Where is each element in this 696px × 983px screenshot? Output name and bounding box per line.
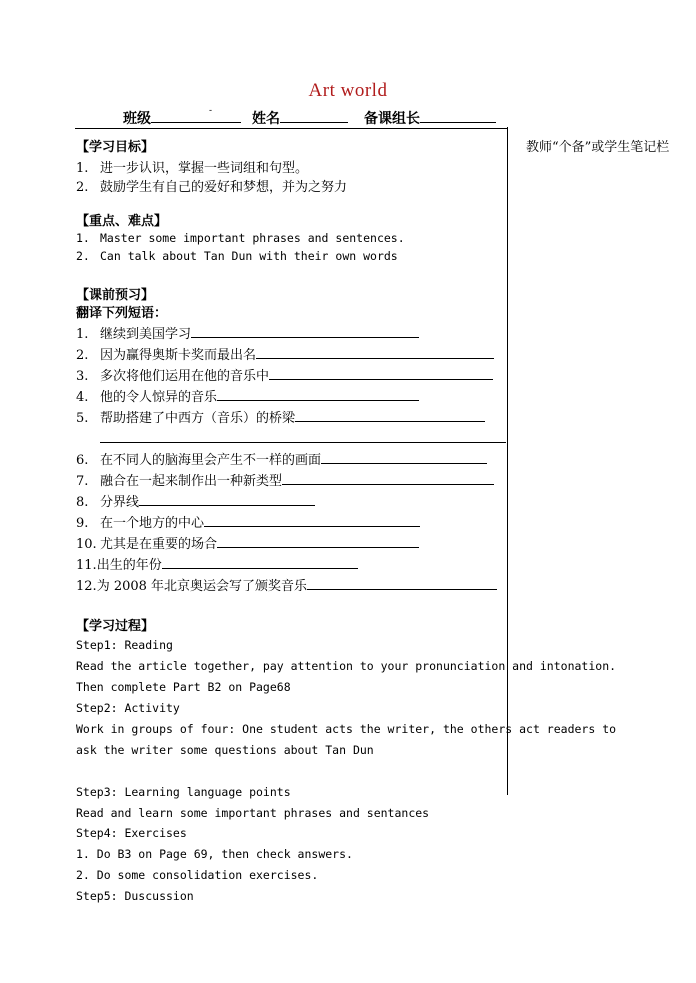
process-line: Then complete Part B2 on Page68: [76, 680, 291, 694]
process-line: Read the article together, pay attention to your pronunciation and intonation.: [76, 659, 617, 673]
process-line: Step2: Activity: [76, 701, 180, 715]
preview-subheading: 翻译下列短语：: [76, 306, 168, 321]
translation-item: 10. 尤其是在重要的场合: [76, 533, 419, 552]
name-field: [252, 108, 348, 128]
objective-item: 2. 鼓励学生有自己的爱好和梦想，并为之努力: [76, 180, 348, 195]
answer-blank[interactable]: [139, 493, 315, 506]
leader-blank[interactable]: [420, 108, 496, 123]
answer-blank[interactable]: [282, 472, 494, 485]
translation-item: 6. 在不同人的脑海里会产生不一样的画面: [76, 449, 487, 468]
leader-label: 备课组长: [364, 111, 420, 127]
notes-column-label: 教师“个备”或学生笔记栏: [526, 140, 670, 155]
translation-item: 4. 他的令人惊异的音乐: [76, 386, 419, 405]
translation-item: 3. 多次将他们运用在他的音乐中: [76, 365, 493, 384]
answer-blank[interactable]: [321, 451, 487, 464]
answer-blank[interactable]: [162, 556, 358, 569]
process-line: ask the writer some questions about Tan Dun: [76, 743, 374, 757]
answer-blank[interactable]: [191, 325, 419, 338]
name-label: 姓名: [252, 111, 280, 127]
answer-blank[interactable]: [295, 409, 485, 422]
class-mark: -: [209, 106, 213, 116]
process-heading: 【学习过程】: [76, 619, 155, 634]
answer-blank[interactable]: [307, 577, 497, 590]
process-line: Read and learn some important phrases and sentances: [76, 806, 430, 820]
answer-blank[interactable]: [269, 367, 493, 380]
process-line: 2. Do some consolidation exercises.: [76, 868, 319, 882]
notes-column-divider: [507, 127, 508, 795]
class-field: [123, 108, 241, 128]
leader-field: [364, 108, 496, 128]
translation-item: 7. 融合在一起来制作出一种新类型: [76, 470, 494, 489]
key-point-item: 2. Can talk about Tan Dun with their own words: [76, 249, 398, 263]
header-rule: [75, 128, 507, 129]
translation-item: 2. 因为赢得奥斯卡奖而最出名: [76, 344, 494, 363]
class-blank[interactable]: [151, 108, 241, 123]
process-line: Step1: Reading: [76, 638, 173, 652]
translation-item: 5. 帮助搭建了中西方（音乐）的桥梁: [76, 407, 485, 426]
page-title: Art world: [308, 80, 388, 101]
answer-blank[interactable]: [256, 346, 494, 359]
objective-item: 1. 进一步认识，掌握一些词组和句型。: [76, 161, 309, 176]
answer-blank-continuation[interactable]: [100, 428, 506, 443]
translation-item: 11.出生的年份: [76, 554, 358, 573]
answer-blank[interactable]: [217, 388, 419, 401]
key-points-heading: 【重点、难点】: [76, 214, 168, 229]
preview-heading: 【课前预习】: [76, 288, 155, 303]
objectives-heading: 【学习目标】: [76, 140, 155, 155]
answer-blank[interactable]: [204, 514, 420, 527]
key-point-item: 1. Master some important phrases and sentences.: [76, 231, 405, 245]
process-line: Work in groups of four: One student acts the writer, the others act readers to: [76, 722, 617, 736]
process-line: Step5: Duscussion: [76, 889, 194, 903]
translation-item: 8. 分界线: [76, 491, 315, 510]
process-line: Step4: Exercises: [76, 826, 187, 840]
translation-item: 9. 在一个地方的中心: [76, 512, 420, 531]
class-label: 班级: [123, 111, 151, 127]
translation-item: 1. 继续到美国学习: [76, 323, 419, 342]
answer-blank[interactable]: [217, 535, 419, 548]
translation-item: 12.为 2008 年北京奥运会写了颁奖音乐: [76, 575, 497, 594]
process-line: Step3: Learning language points: [76, 785, 291, 799]
name-blank[interactable]: [280, 108, 348, 123]
process-line: 1. Do B3 on Page 69, then check answers.: [76, 847, 353, 861]
